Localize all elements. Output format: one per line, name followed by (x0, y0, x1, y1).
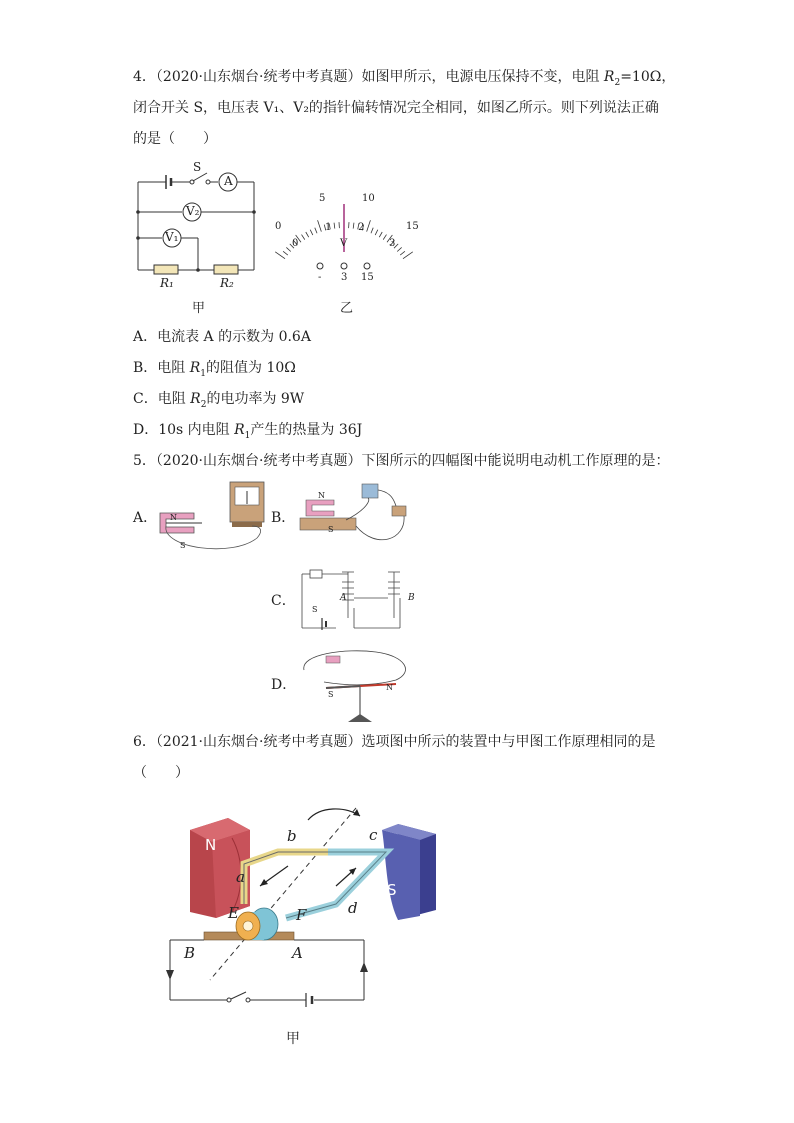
voltmeter-v2-label: V₂ (186, 204, 200, 218)
dial-tick (275, 252, 285, 259)
q4-option-d-sub: 1 (244, 430, 251, 441)
dial-tick (310, 230, 313, 235)
q4-option-c-prefix: C．电阻 (133, 391, 191, 407)
q6-brush-a-label: A (292, 944, 303, 962)
q4-option-a (133, 327, 311, 347)
dial-tick (375, 230, 378, 235)
q4-stem-a: 如图甲所示，电源电压保持不变，电阻 (361, 69, 604, 85)
voltmeter-v1-label: V₁ (165, 230, 179, 244)
q5-a-s-label: S (180, 541, 186, 550)
q6-e-label: E (228, 904, 239, 922)
q5-number: 5． (133, 453, 156, 469)
q5-c-switch-label: S (312, 605, 318, 614)
dial-top-0: 0 (275, 221, 282, 232)
dial-tick (315, 228, 317, 234)
terminal-15: 15 (361, 272, 374, 283)
q6-figure-caption: 甲 (286, 1031, 300, 1047)
q6-n-pole-label: N (205, 836, 217, 854)
dial-tick (403, 252, 413, 259)
figure-jia-caption: 甲 (192, 301, 206, 316)
resistor-r1-label: R₁ (160, 276, 174, 290)
dial-tick (286, 247, 290, 251)
q4-option-c (133, 389, 304, 415)
q4-option-c-symbol: R (190, 391, 201, 407)
dial-tick (283, 251, 288, 255)
resistor-r2-label: R₂ (220, 276, 234, 290)
dial-tick (302, 235, 305, 240)
q5-a-n-label: N (170, 513, 177, 522)
q4-option-b-suffix: 的阻值为 10Ω (206, 360, 296, 376)
q6-b-label: b (287, 827, 297, 845)
q4-option-d-symbol: R (234, 422, 245, 438)
q4-option-a-text: A．电流表 A 的示数为 0.6A (133, 329, 311, 345)
r2-symbol: R (603, 69, 615, 85)
q5-figure-b (296, 480, 416, 550)
q5-option-c-label: C． (271, 593, 296, 609)
q5-d-n-label: N (386, 683, 393, 692)
q4-number: 4． (133, 69, 156, 85)
dial-tick (383, 235, 386, 240)
switch-label: S (193, 160, 202, 174)
dial-tick (353, 223, 354, 229)
q4-line1 (133, 67, 675, 93)
q6-line2: （ ） (133, 765, 189, 781)
q5-source: （2020·山东烟台·统考中考真题） (155, 453, 362, 469)
r2-subscript: 2 (614, 77, 621, 88)
q4-option-b (133, 358, 296, 384)
q4-option-d (133, 420, 362, 446)
q4-stem-b: =10Ω， (620, 69, 676, 85)
terminal-minus: - (318, 272, 322, 283)
q5-figure-c (296, 568, 416, 634)
q4-option-b-symbol: R (189, 360, 201, 376)
q5-option-a-label: A． (133, 510, 158, 526)
dial-tick (306, 232, 309, 237)
terminal-3: 3 (341, 272, 348, 283)
q6-stem: 选项图中所示的装置中与甲图工作原理相同的是 (361, 734, 656, 750)
ammeter-label: A (224, 174, 233, 188)
q5-b-s-label: S (328, 525, 334, 534)
dial-tick (371, 228, 373, 234)
dial-top-15: 15 (406, 221, 419, 232)
q6-f-label: F (296, 906, 307, 924)
q4-option-b-sub: 1 (200, 368, 207, 379)
q4-source: （2020·山东烟台·统考中考真题） (155, 69, 362, 85)
figure-yi-caption: 乙 (340, 301, 354, 316)
q6-brush-b-label: B (184, 944, 196, 962)
dial-tick (397, 247, 401, 251)
q5-option-d-label: D． (271, 677, 297, 693)
dial-bottom-0: 0 (292, 238, 299, 249)
q6-d-label: d (348, 899, 358, 917)
q4-option-d-suffix: 产生的热量为 36J (250, 422, 363, 438)
q6-s-pole-label: S (387, 881, 397, 899)
q5-d-s-label: S (328, 690, 334, 699)
dial-top-5: 5 (319, 193, 326, 204)
q4-option-c-sub: 2 (200, 399, 207, 410)
dial-unit: V (340, 238, 348, 249)
dial-bottom-2: 2 (358, 222, 365, 233)
dial-tick (318, 220, 322, 231)
q4-line2: 闭合开关 S，电压表 V₁、V₂的指针偏转情况完全相同，如图乙所示。则下列说法正确 (133, 100, 659, 116)
q4-option-d-prefix: D．10s 内电阻 (133, 422, 235, 438)
dial-tick (379, 232, 382, 237)
q5-line1 (133, 451, 669, 471)
q5-figure-d (296, 644, 416, 724)
dial-bottom-3: 3 (389, 238, 396, 249)
q5-b-n-label: N (318, 491, 325, 500)
dial-bottom-1: 1 (325, 222, 332, 233)
dial-tick (334, 223, 335, 229)
voltmeter-dial (273, 190, 413, 280)
q5-option-b-label: B． (271, 510, 296, 526)
dial-tick (367, 220, 371, 231)
q4-option-c-suffix: 的电功率为 9W (206, 391, 305, 407)
q5-c-b-label: B (408, 593, 415, 603)
dial-top-10: 10 (362, 193, 375, 204)
q6-c-label: c (369, 826, 378, 844)
q6-source: （2021·山东烟台·统考中考真题） (155, 734, 362, 750)
q5-stem: 下图所示的四幅图中能说明电动机工作原理的是： (361, 453, 670, 469)
q6-a-label: a (236, 868, 245, 886)
q6-line1 (133, 732, 655, 752)
q4-line3: 的是（ ） (133, 131, 217, 147)
q5-c-a-label: A (340, 593, 347, 603)
q6-number: 6． (133, 734, 156, 750)
q4-circuit-diagram (130, 160, 260, 290)
q4-option-b-prefix: B．电阻 (133, 360, 190, 376)
dial-tick (400, 251, 405, 255)
